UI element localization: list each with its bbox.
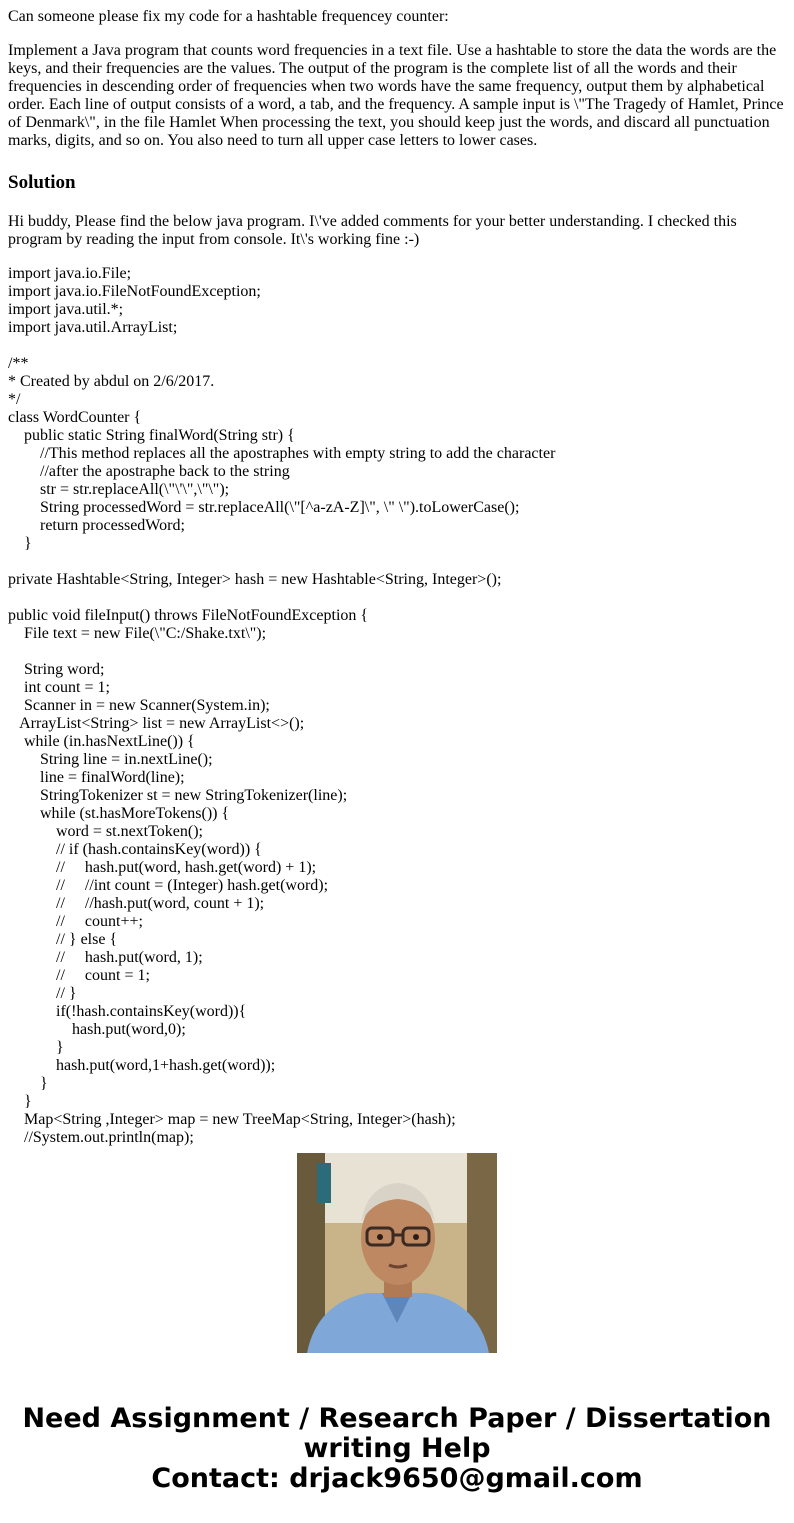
solution-intro: Hi buddy, Please find the below java program. I\'ve added comments for your better understanding. I checked this program by reading the input from console. It\'s working fine :-)	[8, 213, 737, 248]
code-line	[8, 589, 786, 607]
code-line: // //hash.put(word, count + 1);	[8, 895, 265, 912]
code-line: Map<String ,Integer> map = new TreeMap<String, Integer>(hash);	[8, 1111, 456, 1128]
code-line: while (st.hasMoreTokens()) {	[8, 805, 230, 822]
code-line: * Created by abdul on 2/6/2017.	[8, 373, 215, 390]
code-line: // }	[8, 985, 77, 1002]
code-line: /**	[8, 355, 29, 372]
code-line: int count = 1;	[8, 679, 110, 696]
code-line: word = st.nextToken();	[8, 823, 203, 840]
code-line: hash.put(word,1+hash.get(word));	[8, 1057, 276, 1074]
code-line: // if (hash.containsKey(word)) {	[8, 841, 262, 858]
code-line: return processedWord;	[8, 517, 185, 534]
code-line: String word;	[8, 661, 105, 678]
code-line: str = str.replaceAll(\"\'\",\"\");	[8, 481, 230, 498]
code-line: import java.io.FileNotFoundException;	[8, 283, 261, 300]
code-line: import java.io.File;	[8, 265, 132, 282]
code-line: }	[8, 1039, 64, 1056]
code-line	[8, 643, 786, 661]
code-line: // count = 1;	[8, 967, 150, 984]
solution-heading: Solution	[8, 172, 76, 193]
promo-footer	[0, 1404, 794, 1494]
code-line: hash.put(word,0);	[8, 1021, 186, 1038]
code-line: */	[8, 391, 21, 408]
code-line: public static String finalWord(String str) {	[8, 427, 295, 444]
document-content	[8, 0, 786, 1146]
code-line: String processedWord = str.replaceAll(\"[^a-zA-Z]\", \" \").toLowerCase();	[8, 499, 520, 516]
promo-contact: Contact: drjack9650@gmail.com	[151, 1463, 643, 1494]
code-line: // count++;	[8, 913, 143, 930]
code-line: }	[8, 1075, 48, 1092]
code-line: line = finalWord(line);	[8, 769, 185, 786]
code-line: StringTokenizer st = new StringTokenizer(line);	[8, 787, 348, 804]
code-line: }	[8, 1093, 32, 1110]
question-title: Can someone please fix my code for a hashtable frequencey counter:	[8, 8, 449, 25]
code-line: File text = new File(\"C:/Shake.txt\");	[8, 625, 267, 642]
author-avatar	[297, 1153, 497, 1353]
code-line: // //int count = (Integer) hash.get(word);	[8, 877, 329, 894]
code-line: import java.util.ArrayList;	[8, 319, 178, 336]
code-line: class WordCounter {	[8, 409, 142, 426]
code-line	[8, 337, 786, 355]
code-line: Scanner in = new Scanner(System.in);	[8, 697, 270, 714]
code-line: while (in.hasNextLine()) {	[8, 733, 195, 750]
code-line: //This method replaces all the apostraphes with empty string to add the character	[8, 445, 556, 462]
code-line: ArrayList<String> list = new ArrayList<>();	[8, 715, 305, 732]
code-line: //System.out.println(map);	[8, 1129, 194, 1146]
promo-line-2: writing Help	[303, 1433, 491, 1464]
code-line: private Hashtable<String, Integer> hash = new Hashtable<String, Integer>();	[8, 571, 502, 588]
code-line: public void fileInput() throws FileNotFoundException {	[8, 607, 369, 624]
code-line: // hash.put(word, hash.get(word) + 1);	[8, 859, 317, 876]
code-line	[8, 553, 786, 571]
code-line: String line = in.nextLine();	[8, 751, 213, 768]
code-line: //after the apostraphe back to the string	[8, 463, 290, 480]
code-line: // hash.put(word, 1);	[8, 949, 203, 966]
question-body: Implement a Java program that counts word frequencies in a text file. Use a hashtable to store the data the words are the keys, and their frequencies are the values. The output of the program is the complete list of all the words and their frequencies in descending order of frequencies when two words have the same frequency, output them by alphabetical order. Each line of output consists of a word, a tab, and the frequency. A sample input is \"The Tragedy of Hamlet, Prince of Denmark\", in the file Hamlet When processing the text, you should keep just the words, and discard all punctuation marks, digits, and so on. You also need to turn all upper case letters to lower cases.	[8, 42, 784, 149]
code-block	[8, 265, 786, 1147]
code-line: if(!hash.containsKey(word)){	[8, 1003, 247, 1020]
promo-line-1: Need Assignment / Research Paper / Dissertation	[22, 1403, 772, 1434]
code-line: }	[8, 535, 32, 552]
code-line: // } else {	[8, 931, 118, 948]
code-line: import java.util.*;	[8, 301, 124, 318]
